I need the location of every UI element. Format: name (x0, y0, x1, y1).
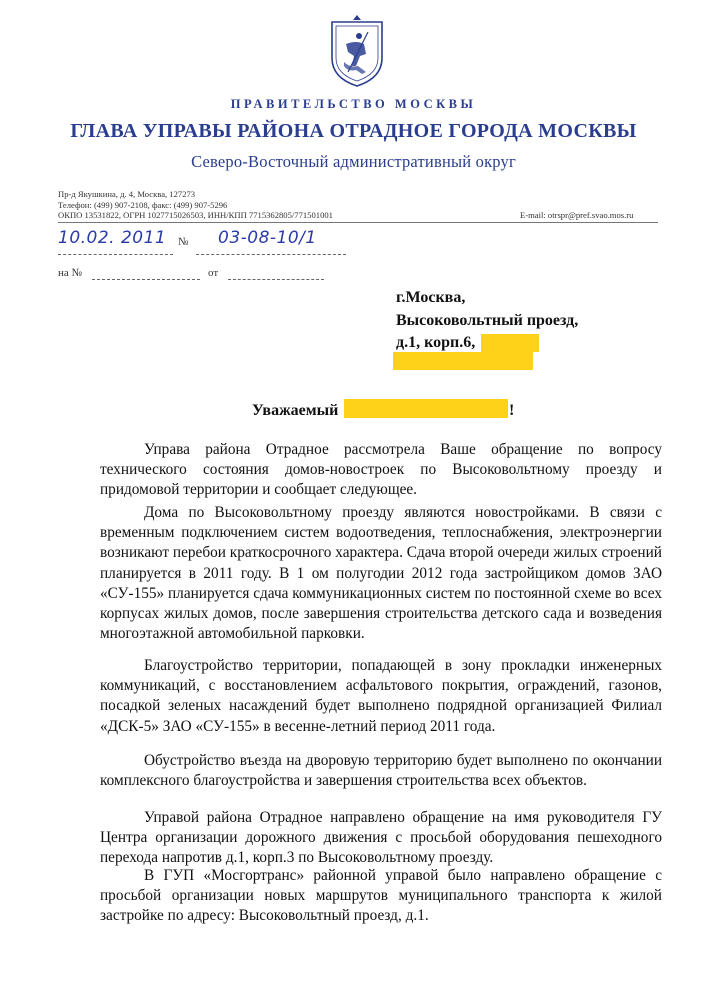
greeting: Уважаемый (252, 402, 339, 419)
body-paragraph (100, 808, 662, 869)
number-label: № (178, 236, 189, 248)
redaction-box (344, 399, 508, 418)
okrug-subtitle: Северо-Восточный административный округ (191, 152, 516, 171)
header-divider (58, 222, 658, 223)
date-line (58, 254, 173, 255)
handwritten-number (198, 228, 317, 248)
greeting-exclamation: ! (509, 402, 515, 419)
requisites-email: E-mail: otrspr@pref.svao.mos.ru (520, 210, 634, 220)
reply-date-line (228, 279, 324, 280)
body-paragraph-4: Обустройство въезда на дворовую территорию будет выполнено по окончании комплексного благоустройства и завершения строительства всех объектов. (100, 752, 662, 790)
handwritten-number-text: 03-08-10/1 (218, 228, 317, 248)
requisites-codes: ОКПО 13531822, ОГРН 1027715026503, ИНН/КПП 7715362805/771501001 (58, 210, 333, 220)
body-paragraph-5: Управой района Отрадное направлено обращение на имя руководителя ГУ Центра организации дорожного движения с просьбой оборудования пешеходного перехода напротив д.1, корп.3 по Высоковольтному проезду. (100, 809, 662, 867)
number-line (196, 254, 346, 255)
reply-number-line (92, 279, 200, 280)
redaction-box (393, 352, 533, 370)
body-paragraph-2: Дома по Высоковольтному проезду являются новостройками. В связи с временным подключением систем водоотведения, теплоснабжения, электроэнергии возникают перебои краткосрочного характера. Сдача второй очереди жилых строений планируется в 2011 году. В 1 ом полугодии 2012 года застройщиком домов ЗАО «СУ-155» планируется сдача коммуникационных систем по постоянной схеме во всех корпусах жилых домов, после завершения строительства детского сада и возведения многоэтажной автомобильной парковки. (100, 504, 662, 643)
body-paragraph (100, 866, 662, 927)
body-paragraph (100, 503, 662, 644)
head-title: ГЛАВА УПРАВЫ РАЙОНА ОТРАДНОЕ ГОРОДА МОСКВЫ (70, 120, 637, 142)
reply-date-label: от (208, 267, 219, 279)
redaction-box (481, 334, 539, 352)
government-heading: ПРАВИТЕЛЬСТВО МОСКВЫ (230, 97, 477, 111)
requisites-address: Пр-д Якушкина, д. 4, Москва, 127273 (58, 189, 196, 199)
body-paragraph-6: В ГУП «Мосгортранс» районной управой было направлено обращение с просьбой организации новых маршрутов муниципального транспорта к жилой застройке по адресу: Высоковольтный проезд, д.1. (100, 867, 662, 925)
requisites-block (58, 189, 333, 221)
body-paragraph (100, 656, 662, 737)
handwritten-date: 10.02. 2011 (58, 228, 167, 248)
recipient-city: г.Москва, (396, 289, 466, 306)
body-paragraph-3: Благоустройство территории, попадающей в зону прокладки инженерных коммуникаций, с восстановлением асфальтового покрытия, ограждений, газонов, посадкой зеленых насаждений будет выполнено подрядной организацией Филиал «ДСК-5» ЗАО «СУ-155» в весенне-летний период 2011 года. (100, 657, 662, 735)
requisites-phone: Телефон: (499) 907-2108, факс: (499) 907-5296 (58, 199, 228, 210)
reply-number-label: на № (58, 267, 83, 279)
body-paragraph-1: Управа района Отрадное рассмотрела Ваше обращение по вопросу технического состояния домов-новостроек по Высоковольтному проезду и придомовой территории и сообщает следующее. (100, 441, 662, 499)
moscow-coat-of-arms-icon (326, 14, 388, 88)
body-paragraph (100, 751, 662, 791)
recipient-building: д.1, корп.6, (396, 334, 476, 351)
body-paragraph (100, 440, 662, 501)
recipient-street: Высоковольтный проезд, (396, 311, 579, 329)
